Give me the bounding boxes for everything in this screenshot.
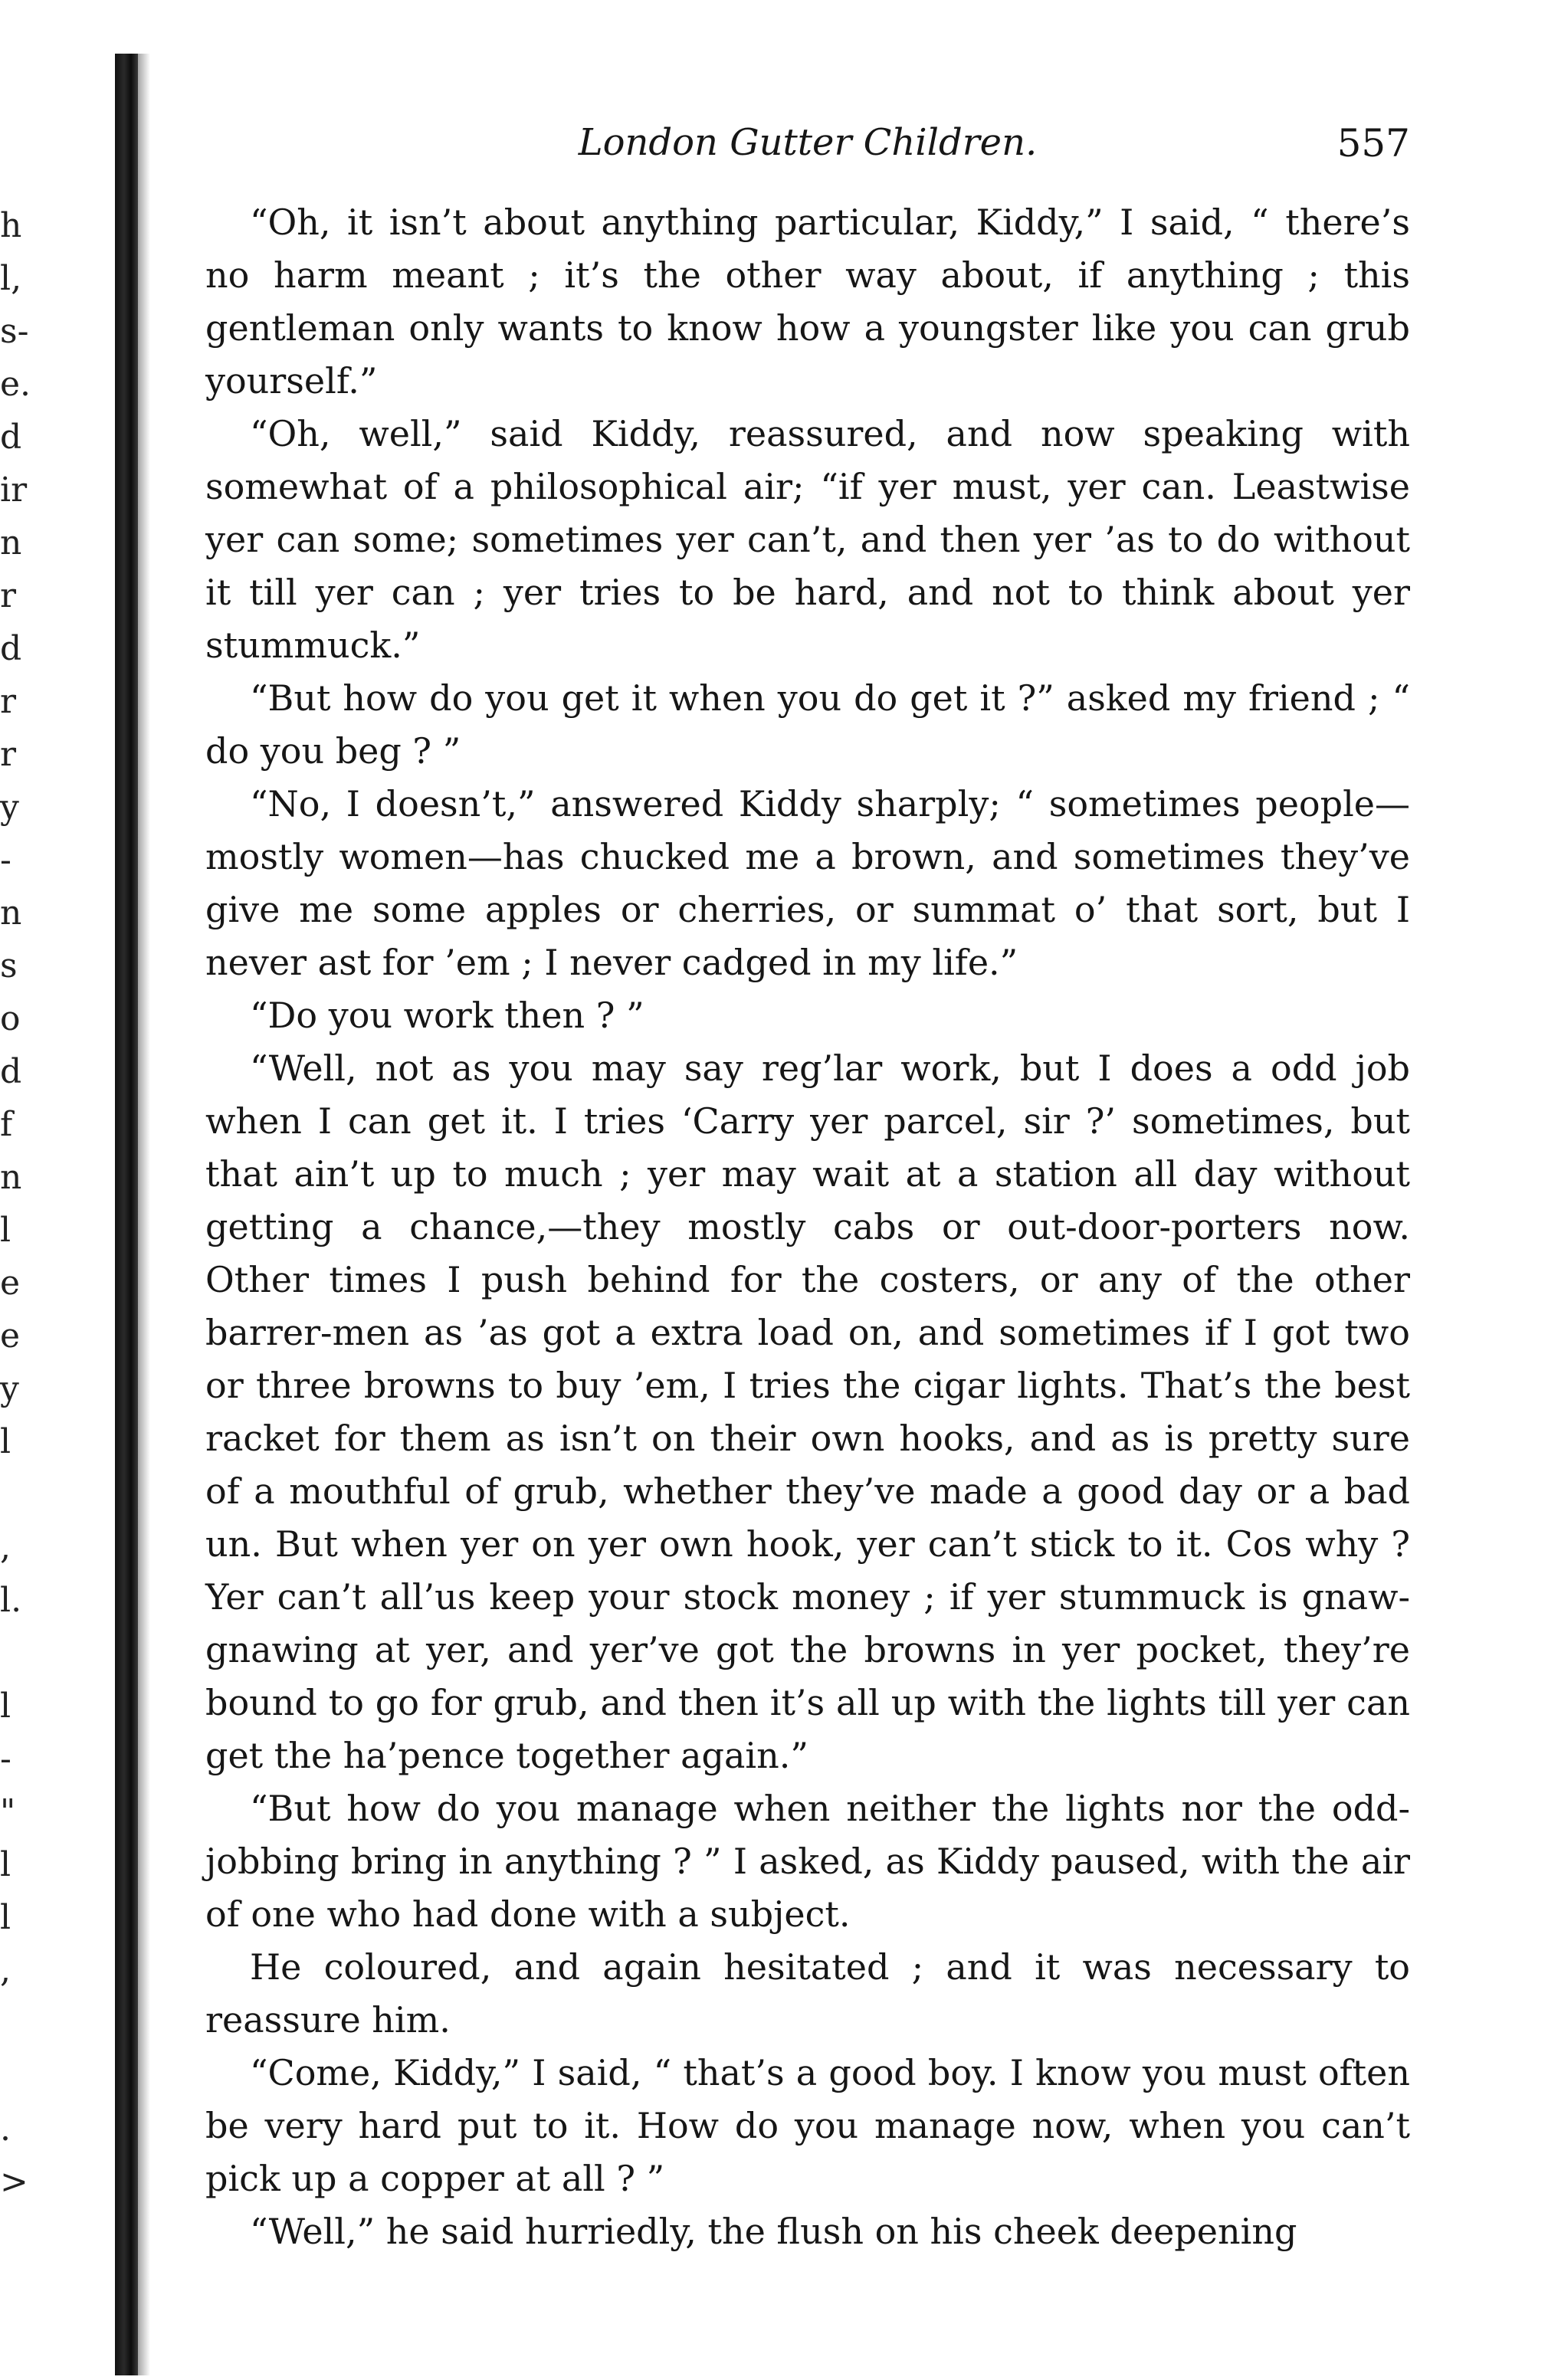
margin-fragment: l, (0, 259, 22, 298)
margin-fragment: n (0, 523, 22, 562)
margin-fragment: l (0, 1898, 11, 1937)
margin-fragment: s- (0, 312, 29, 351)
margin-fragment: d (0, 418, 22, 457)
margin-fragment: , (0, 1528, 11, 1567)
paragraph: He coloured, and again hesitated ; and it was necessary to reassure him. (205, 1946, 1410, 2041)
margin-fragment (0, 1468, 107, 1521)
margin-fragment: e (0, 1316, 21, 1356)
margin-fragment (0, 1997, 107, 2050)
margin-fragment: r (0, 682, 17, 721)
page-number: 557 (1336, 121, 1410, 166)
margin-fragment: r (0, 735, 17, 774)
margin-fragment: y (0, 1369, 19, 1408)
book-gutter (115, 54, 138, 2375)
margin-fragment: e. (0, 365, 31, 404)
paragraph: “No, I doesn’t,” answered Kiddy sharply; “ sometimes people—mostly women—has chucked me a brown, and sometimes they’ve give me some apples or cherries, or summat o’ that sort, but I never ast for ’em ; I never cadged in my life.” (205, 783, 1410, 983)
margin-fragment: e (0, 1264, 21, 1303)
adjacent-page-margin (0, 199, 107, 2208)
margin-fragment: > (0, 2162, 28, 2201)
paragraph: “Well, not as you may say reg’lar work, but I does a odd job when I can get it. I tries ‘Carry yer parcel, sir ?’ sometimes, but that ain’t up to much ; yer may wait at a station all day without getting a chance,—they mostly cabs or out-door-porters now. Other times I push behind for the costers, or any of the other barrer-men as ’as got a extra load on, and sometimes if I got two or three browns to buy ’em, I tries the cigar lights. That’s the best racket for them as isn’t on their own hooks, and as is pretty sure of a mouthful of grub, whether they’ve made a good day or a bad un. But when yer on yer own hook, yer can’t stick to it. Cos why ? Yer can’t all’us keep your stock money ; if yer stummuck is gnaw-gnawing at yer, and yer’ve got the browns in yer pocket, they’re bound to go for grub, and then it’s all up with the lights till yer can get the ha’pence together again.” (205, 1047, 1410, 1776)
paragraph: “Come, Kiddy,” I said, “ that’s a good boy. I know you must often be very hard put to it. How do you manage now, when you can’t pick up a copper at all ? ” (205, 2052, 1410, 2199)
paragraph: “But how do you manage when neither the lights nor the odd-jobbing bring in anything ? ” I asked, as Kiddy paused, with the air of one who had done with a subject. (205, 1788, 1410, 1935)
margin-fragment: h (0, 206, 22, 245)
margin-fragment: , (0, 1951, 11, 1990)
paragraph: “Oh, it isn’t about anything particular, Kiddy,” I said, “ there’s no harm meant ; it’s the other way about, if anything ; this gentleman only wants to know how a youngster like you can grub yourself.” (205, 202, 1410, 402)
margin-fragment: ir (0, 470, 28, 510)
margin-fragment (0, 2050, 107, 2103)
book-page (205, 115, 1410, 2258)
margin-fragment: s (0, 946, 18, 985)
margin-fragment: l (0, 1687, 11, 1726)
margin-fragment: l. (0, 1581, 22, 1620)
margin-fragment: - (0, 1739, 11, 1778)
running-title: London Gutter Children. (578, 121, 1038, 164)
margin-fragment: - (0, 841, 11, 880)
body-text (205, 196, 1410, 2258)
running-head (205, 115, 1410, 176)
margin-fragment: . (0, 2110, 11, 2149)
margin-fragment: r (0, 576, 17, 615)
margin-fragment: f (0, 1105, 13, 1144)
margin-fragment: o (0, 999, 21, 1038)
margin-fragment: d (0, 629, 22, 668)
paragraph: “Do you work then ? ” (250, 995, 644, 1036)
margin-fragment (0, 1627, 107, 1680)
paragraph: “But how do you get it when you do get it ?” asked my friend ; “ do you beg ? ” (205, 677, 1410, 772)
margin-fragment: l (0, 1211, 11, 1250)
margin-fragment: l (0, 1845, 11, 1884)
gutter-shadow (138, 54, 150, 2375)
margin-fragment: n (0, 1158, 22, 1197)
paragraph: “Oh, well,” said Kiddy, reassured, and now speaking with somewhat of a philosophical air; “if yer must, yer can. Leastwise yer can some; sometimes yer can’t, and then yer ’as to do without it till yer can ; yer tries to be hard, and not to think about yer stummuck.” (205, 413, 1410, 666)
margin-fragment: y (0, 788, 19, 827)
paragraph: “Well,” he said hurriedly, the flush on his cheek deepening (250, 2211, 1297, 2252)
margin-fragment: " (0, 1792, 16, 1831)
margin-fragment: d (0, 1052, 22, 1091)
margin-fragment: n (0, 893, 22, 933)
margin-fragment: l (0, 1422, 11, 1461)
